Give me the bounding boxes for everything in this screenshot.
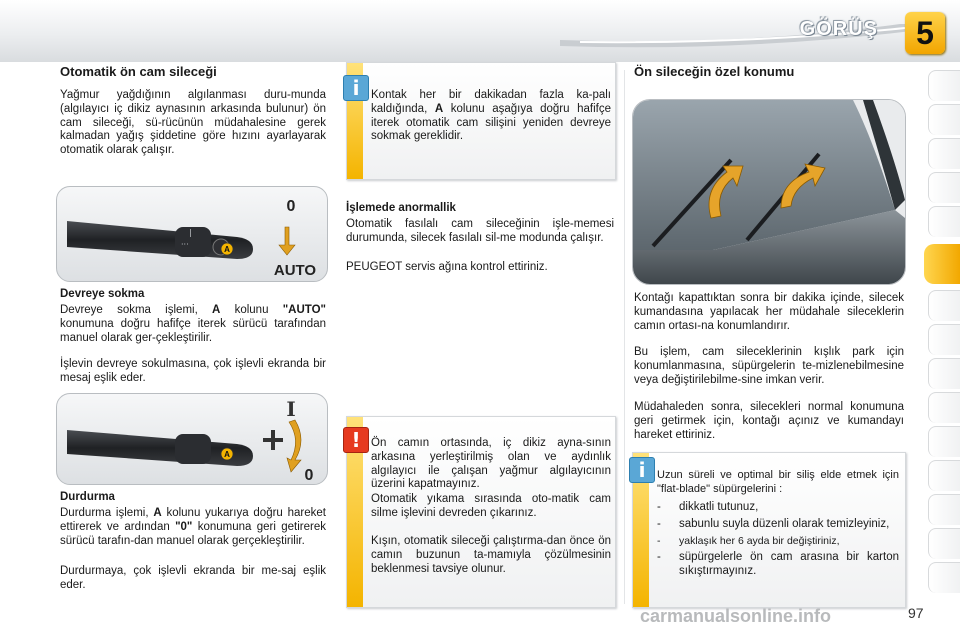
chapter-tab[interactable]	[928, 70, 960, 101]
chapter-number-badge	[905, 12, 945, 54]
stop-paragraph	[60, 507, 326, 548]
text-run: konumuna geri getirerek sürücü tarafın-dan manuel olarak gerçekleştirilir.	[60, 520, 326, 547]
section-title-auto-wiper: Otomatik ön cam sileceği	[60, 64, 217, 79]
label-a: A	[224, 450, 230, 459]
label-zero: 0	[304, 467, 314, 484]
list-dash: -	[657, 501, 661, 513]
warning-paragraph-2: Otomatik yıkama sırasında oto-matik cam silme işlevini devreden çıkarınız.	[371, 493, 611, 519]
activate-heading: Devreye sokma	[60, 288, 145, 300]
anomaly-paragraph: Otomatik fasılalı cam sileceğinin işle-memesi durumunda, silecek fasılalı sil-me modunda çalışır.	[346, 218, 614, 244]
bold-auto: "AUTO"	[282, 304, 326, 316]
list-item	[657, 551, 899, 579]
windscreen-figure	[632, 99, 906, 285]
chapter-number: 5	[916, 14, 934, 51]
anomaly-heading: İşlemede anormallik	[346, 202, 456, 214]
list-text: süpürgelerle ön cam arasına bir karton sıkıştırmayınız.	[679, 551, 899, 578]
svg-text:|: |	[189, 228, 192, 237]
stop-message-paragraph: Durdurmaya, çok işlevli ekranda bir me-saj eşlik eder.	[60, 565, 326, 591]
label-zero: 0	[286, 198, 296, 215]
intro-paragraph: Yağmur yağdığının algılanması duru-munda (algılayıcı iç dikiz aynasının arkasında bulunur) ön cam sileceği, sü-rücünün müdahalesine gerek kalmadan yağış şiddetine göre hızını ayarlayarak otomatik olarak çalışır.	[60, 89, 326, 157]
svg-text:···: ···	[181, 240, 189, 249]
list-text: dikkatli tutunuz,	[679, 501, 759, 513]
info-icon: i	[343, 75, 369, 101]
blades-list	[657, 501, 899, 582]
chapter-tab[interactable]	[928, 324, 960, 355]
activate-paragraph	[60, 304, 326, 345]
stalk-figure-auto	[56, 186, 328, 282]
text-run: kolunu aşağıya doğru hafifçe iterek otomatik cam silişini yeniden devreye sokmak gereklidir.	[371, 102, 611, 143]
label-one: I	[286, 397, 296, 421]
chapter-tab-active[interactable]	[924, 244, 960, 284]
list-item	[657, 518, 899, 532]
chapter-tab[interactable]	[928, 104, 960, 135]
list-item	[657, 501, 899, 515]
curved-arrow-icon	[287, 420, 301, 472]
text-run: Devreye sokma işlemi,	[60, 304, 213, 316]
chapter-tab[interactable]	[928, 206, 960, 237]
label-a: A	[224, 245, 230, 254]
chapter-tab[interactable]	[928, 460, 960, 491]
list-item	[657, 535, 899, 549]
section-title-wiper-position: Ön sileceğin özel konumu	[634, 64, 795, 79]
plus-icon	[263, 430, 283, 450]
page-number: 97	[908, 605, 924, 621]
text-run: Durdurma işlemi,	[60, 507, 154, 519]
warning-box	[346, 416, 616, 608]
position-paragraph-2: Bu işlem, cam sileceklerinin kışlık park için konumlanmasına, süpürgelerin te-mizlenebilmesine veya değiştirilebilme-sine imkan verir.	[634, 346, 904, 386]
chapter-tab[interactable]	[928, 358, 960, 389]
column-divider	[624, 70, 625, 604]
list-dash: -	[657, 551, 661, 564]
info-box-ignition	[346, 62, 616, 180]
bold-a: A	[434, 102, 444, 115]
list-text: sabunlu suyla düzenli olarak temizleyiniz,	[679, 517, 890, 530]
warning-paragraph-1: Ön camın ortasında, iç dikiz ayna-sının arkasına yerleştirilmiş olan ve aydınlık algılayıcı ile çalışan yağmur algılayıcının üzerini kapatmayınız.	[371, 437, 611, 491]
stalk-figure-stop	[56, 393, 328, 485]
chapter-title: GÖRÜŞ	[799, 18, 878, 40]
windscreen-illustration	[633, 100, 905, 284]
chapter-tab[interactable]	[928, 138, 960, 169]
text-run: kolunu	[220, 304, 283, 316]
text-run: konumuna doğru hafifçe iterek sürücü tarafından manuel olarak ger-çekleştirilir.	[60, 317, 326, 344]
list-dash: -	[657, 517, 661, 530]
warning-paragraph-3: Kışın, otomatik sileceği çalıştırma-dan önce ön camın buzunun ta-mamıyla çözülmesinin beklenmesi tavsiye olunur.	[371, 535, 611, 575]
service-paragraph: PEUGEOT servis ağına kontrol ettiriniz.	[346, 261, 548, 273]
warning-icon: !	[343, 427, 369, 453]
chapter-tab[interactable]	[928, 562, 960, 593]
info-icon: i	[629, 457, 655, 483]
stop-heading: Durdurma	[60, 491, 115, 503]
chapter-tab[interactable]	[928, 528, 960, 559]
list-text: yaklaşık her 6 ayda bir değiştiriniz,	[679, 534, 840, 547]
label-auto: AUTO	[273, 262, 317, 279]
position-paragraph-1: Kontağı kapattıktan sonra bir dakika içinde, silecek kumandasına yapılacak her müdahale sileceklerin camın ortası-na konumlandırır.	[634, 292, 904, 332]
position-paragraph-3: Müdahaleden sonra, silecekleri normal konumuna geri getirmek için, kontağı açınız ve kumandayı hareket ettiriniz.	[634, 401, 904, 441]
down-arrow-icon	[279, 227, 295, 255]
stalk-auto-illustration	[57, 187, 327, 281]
activate-message-paragraph: İşlevin devreye sokulmasına, çok işlevli ekranda bir mesaj eşlik eder.	[60, 358, 326, 384]
text-run: Kontak her bir dakikadan fazla ka-palı kaldığında,	[371, 89, 611, 115]
bold-zero: "0"	[175, 520, 193, 533]
stalk-stop-illustration	[57, 394, 327, 484]
list-dash: -	[657, 534, 661, 547]
chapter-tab[interactable]	[928, 172, 960, 203]
chapter-tab[interactable]	[928, 426, 960, 457]
chapter-tab[interactable]	[928, 392, 960, 423]
info-box-blades	[632, 452, 906, 608]
bold-a: A	[212, 304, 221, 316]
watermark: carmanualsonline.info	[640, 606, 832, 626]
text-run: kolunu yukarıya doğru hareket ettirerek ve ardından	[60, 507, 326, 533]
info-box-text	[371, 89, 611, 144]
blades-intro: Uzun süreli ve optimal bir siliş elde etmek için "flat-blade" süpürgelerini :	[657, 469, 899, 495]
chapter-tab[interactable]	[928, 290, 960, 321]
chapter-tab[interactable]	[928, 494, 960, 525]
bold-a: A	[153, 507, 162, 519]
